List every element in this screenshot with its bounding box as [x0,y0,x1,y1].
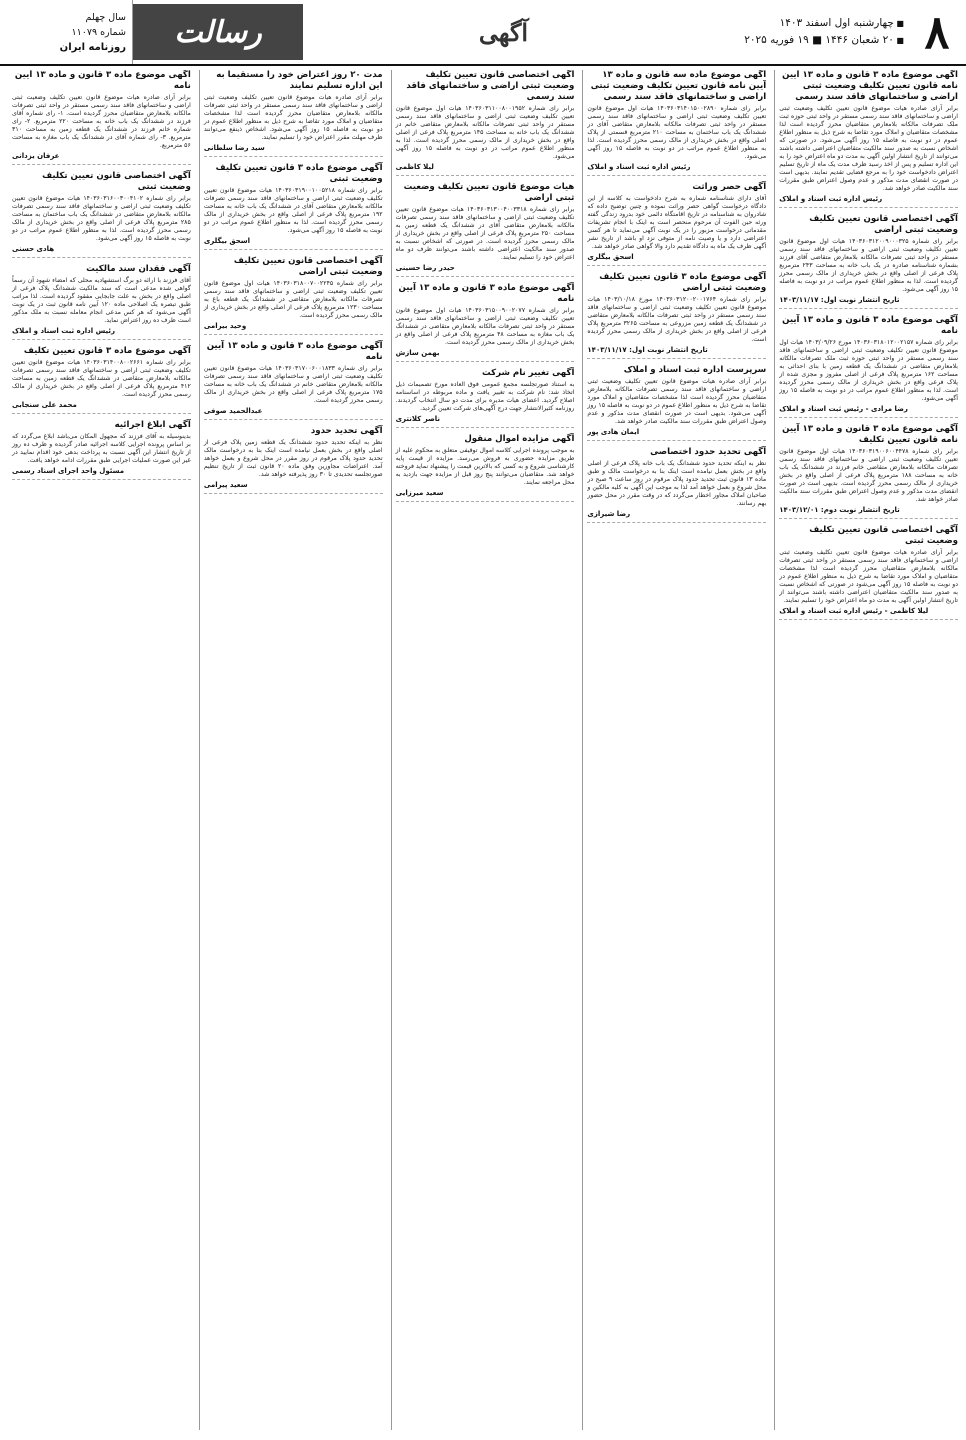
notice-signature: تاریخ انتشار نوبت اول: ۱۴۰۳/۱۱/۱۷ [779,296,900,304]
notice-body: برابر آرای صادره هیات موضوع قانون تعیین تکلیف وضعیت ثبتی اراضی و ساختمانهای فاقد سند رسمی تصرفات مالکانه بلامعارض متقاضیان محرز گردیده است لذا مشخصات متقاضیان و املاک مورد تقاضا به شرح ذیل به منظور اطلاع عموم در دو نوبت به فاصله ۱۵ روز آگهی می‌شود. بدیهی است در صورت انقضای مدت مذکور و عدم وصول اعتراض طبق مقررات سند مالکیت صادر خواهد شد. [587,378,767,425]
column-2 [582,70,766,1430]
notice [396,70,575,176]
notice-signature: حیدر رضا حسینی [395,264,455,272]
notice-signature: سعید میرزایی [395,489,444,497]
notice-title: آگهی موضوع ماده ۳ قانون تعیین تکلیف وضعیت ثبتی اراضی [599,272,767,293]
notice [12,346,191,414]
partner-label: روزنامه ایران [59,41,126,53]
notice-body: برابر رای شماره ۱۴۰۳۶۰۳۱۸۰۱۲۰۰۲۱۵۷ مورخ ۱۴۰۳/۰۹/۲۶ هیات اول موضوع قانون تعیین تکلیف وضعیت ثبتی اراضی و ساختمانهای فاقد سند رسمی مستقر در واحد ثبتی حوزه ثبت ملک تصرفات مالکانه بلامعارض متقاضی در ششدانگ یک قطعه زمین با بنای احداثی به مساحت ۱۶۲ مترمربع پلاک فرعی از اصلی مفروز و مجزی شده از پلاک فرعی واقع در بخش خریداری از مالک رسمی محرز گردیده است. لذا به منظور اطلاع عموم مراتب در دو نوبت به فاصله ۱۵ روز آگهی می‌شود. [779,339,958,402]
notice [587,70,766,176]
notice-body: برابر رای شماره ۱۴۰۳۶۰۳۱۳۰۰۴۰۰۳۳۱۸ هیات موضوع قانون تعیین تکلیف وضعیت ثبتی اراضی و ساختمانهای فاقد سند رسمی تصرفات مالکانه بلامعارض متقاضی آقای در ششدانگ یک قطعه زمین به مساحت ۲۵۰ مترمربع پلاک فرعی از اصلی واقع در بخش خریداری از مالک رسمی محرز گردیده است. در صورتی که اشخاص نسبت به صدور سند مالکیت اعتراضی داشته باشند می‌توانند ظرف دو ماه اعتراض خود را تسلیم نمایند. [395,206,575,261]
notice-title: آگهی تحدید حدود [310,426,383,436]
notice-title: آگهی تحدید حدود اختصاصی [650,447,767,457]
notice-signature: هادی حسنی [12,245,55,253]
notice-title: آگهی اختصاصی قانون تعیین تکلیف وضعیت ثبتی [809,525,958,546]
notice [12,70,191,165]
notice [779,70,958,208]
notice [779,424,958,519]
notice [396,368,575,428]
notice-signature: وحید بیرامی [203,322,247,330]
notice-title: آگهی اختصاصی قانون تعیین تکلیف وضعیت ثبتی اراضی و ساختمانهای فاقد سند رسمی [406,70,575,102]
notice-title: آگهی موضوع ماده ۳ قانون و ماده ۱۳ آیین نامه [398,283,575,304]
notice-body: برابر آرای صادره هیات موضوع قانون تعیین تکلیف وضعیت ثبتی اراضی و ساختمانهای فاقد سند رسمی مستقر در واحد ثبتی تصرفات مالکانه بلامعارض متقاضیان محرز گردیده است لذا مشخصات متقاضیان و املاک مورد تقاضا به شرح ذیل به منظور اطلاع عموم در دو نوبت به فاصله ۱۵ روز آگهی می‌شود در صورتی که اشخاص نسبت به صدور سند مالکیت متقاضیان اعتراضی داشته باشند می‌توانند از تاریخ انتشار اولین آگهی به مدت دو ماه اعتراض خود را تسلیم نمایند. [779,549,958,604]
notice-signature: رئیس اداره ثبت اسناد و املاک [587,163,691,171]
notice-signature: لیلا کاظمی - رئیس اداره ثبت اسناد و املاک [779,607,929,615]
year-label: سال چهلم [85,11,126,23]
notice-body: به موجب پرونده اجرایی کلاسه اموال توقیفی متعلق به محکوم علیه از طریق مزایده حضوری به فروش می‌رسد. مزایده از قیمت پایه کارشناسی شروع و به کسی که بالاترین قیمت را پیشنهاد نماید فروخته خواهد شد. متقاضیان می‌توانند پنج روز قبل از مزایده جهت بازدید به محل مراجعه نمایند. [395,447,575,486]
notice [396,283,575,362]
newspaper-logo: رسالت [133,4,303,60]
notice-title: آگهی مزایده اموال منقول [464,434,575,444]
page-number: ۸ [924,5,950,59]
notice-title: آگهی موضوع ماده ۳ قانون و ماده ۱۳ آیین نامه [14,70,191,91]
notice-title: سرپرست اداره ثبت اسناد و املاک [623,365,767,375]
notice-body: آقای دارای شناسنامه شماره به شرح دادخواست به کلاسه از این دادگاه درخواست گواهی حصر وراثت نموده و چنین توضیح داده که شادروان به شناسنامه در تاریخ اقامتگاه دائمی خود بدرود زندگی گفته ورثه حین الفوت آن مرحوم منحصر است به اینک با انجام تشریفات مقدماتی درخواست مزبور را در یک نوبت آگهی می‌نماید تا هر کسی اعتراضی دارد و یا وصیت نامه از متوفی نزد او باشد از تاریخ نشر آگهی ظرف یک ماه به دادگاه تقدیم دارد والا گواهی صادر خواهد شد. [587,195,767,250]
notice [779,214,958,309]
notice-body: برابر آرای صادره هیات موضوع قانون تعیین تکلیف وضعیت ثبتی اراضی و ساختمانهای فاقد سند رسمی مستقر در واحد ثبتی حوزه ثبت ملک تصرفات مالکانه بلامعارض متقاضیان محرز گردیده است لذا مشخصات متقاضیان و املاک مورد تقاضا به شرح ذیل به منظور اطلاع عموم در دو نوبت به فاصله ۱۵ روز آگهی می‌شود. در صورتی که اشخاص نسبت به صدور سند مالکیت متقاضیان اعتراضی داشته باشند می‌توانند از تاریخ انتشار اولین آگهی به مدت دو ماه اعتراض خود را به این اداره تسلیم و پس از اخذ رسید ظرف مدت یک ماه از تاریخ تسلیم اعتراض دادخواست خود را به مرجع قضایی تقدیم نمایند. بدیهی است در صورت انقضای مدت مذکور و عدم وصول اعتراض طبق مقررات سند مالکیت صادر خواهد شد. [779,105,958,192]
notice-signature: تاریخ انتشار نوبت اول: ۱۴۰۳/۱۱/۱۷ [587,346,708,354]
notice-title: آگهی اختصاصی قانون تعیین تکلیف وضعیت ثبتی اراضی [809,214,958,235]
notice-body: برابر رای شماره ۱۴۰۳۶۰۳۱۲۰۰۲۰۰۱۷۶۴ مورخ ۱۴۰۳/۱۰/۱۸ هیات موضوع قانون تعیین تکلیف وضعیت ثبتی اراضی و ساختمانهای فاقد سند رسمی مستقر در واحد ثبتی تصرفات مالکانه بلامعارض متقاضی در ششدانگ یک قطعه زمین مزروعی به مساحت ۳۲۶۵ مترمربع پلاک فرعی از اصلی واقع در بخش خریداری از مالک رسمی محرز گردیده است. [587,296,767,343]
notice-title: آگهی ابلاغ اجرائیه [114,420,191,430]
notice-signature: لیلا کاظمی [395,163,434,171]
notice-title: آگهی موضوع ماده ۳ قانون و ماده ۱۳ آیین نامه قانون تعیین تکلیف [782,424,958,445]
notice-body: برابر رای شماره ۱۴۰۳۶۰۳۱۴۰۰۸۰۰۲۶۶۱ هیات موضوع قانون تعیین تکلیف وضعیت ثبتی اراضی و ساختمانهای فاقد سند رسمی تصرفات مالکانه بلامعارض متقاضی در ششدانگ یک قطعه زمین به مساحت ۴۱۲ مترمربع پلاک فرعی از اصلی واقع در بخش خریداری از مالک رسمی محرز گردیده است. [12,359,191,398]
notice-title: آگهی موضوع ماده ۳ قانون و ماده ۱۳ آیین نامه قانون تعیین تکلیف وضعیت ثبتی اراضی و ساختمانهای فاقد سند رسمی [782,70,958,102]
notice-signature: سعید پیرامی [203,481,248,489]
column-3 [391,70,575,1430]
notice-signature: تاریخ انتشار نوبت دوم: ۱۴۰۳/۱۲/۰۱ [779,506,900,514]
notice-body: برابر آرای صادره هیات موضوع قانون تعیین تکلیف وضعیت ثبتی اراضی و ساختمانهای فاقد سند رسمی مستقر در واحد ثبتی تصرفات مالکانه بلامعارض متقاضیان محرز گردیده است. ۱- رای شماره آقای فرزند در ششدانگ یک باب خانه به مساحت ۲۲۰ مترمربع. ۲- رای شماره خانم فرزند در ششدانگ یک قطعه زمین به مساحت ۳۱۰ مترمربع. ۳- رای شماره آقای در ششدانگ یک باب مغازه به مساحت ۵۶ مترمربع. [12,94,191,149]
issue-label: شماره ۱۱۰۷۹ [71,26,126,38]
notice-title: آگهی موضوع ماده ۳ قانون و ماده ۱۳ آیین نامه [206,341,383,362]
notice-signature: رضا شیرازی [587,510,631,518]
date-other: ■ ۲۰ شعبان ۱۴۴۶ ■ ۱۹ فوریه ۲۰۲۵ [704,32,904,49]
notice-signature: رضا مرادی - رئیس ثبت اسناد و املاک [779,405,908,413]
column-5 [8,70,191,1430]
notice-body: برابر رای شماره ۱۴۰۳۶۰۳۱۹۰۰۶۰۰۴۴۷۸ هیات اول موضوع قانون تعیین تکلیف وضعیت ثبتی اراضی و ساختمانهای فاقد سند رسمی تصرفات مالکانه بلامعارض متقاضی خانم فرزند در ششدانگ یک باب خانه به مساحت ۱۸۸ مترمربع پلاک فرعی از اصلی واقع در بخش خریداری از مالک رسمی محرز گردیده است. بدیهی است در صورت انقضای مدت مذکور و عدم وصول اعتراض طبق مقررات سند مالکیت صادر خواهد شد. [779,448,958,503]
notice-body: نظر به اینکه تحدید حدود ششدانگ یک باب خانه پلاک فرعی از اصلی واقع در بخش بعمل نیامده است اینک بنا به درخواست مالک و طبق ماده ۱۳ قانون ثبت تحدید حدود پلاک مرقوم در روز ساعت ۹ صبح در محل شروع و بعمل خواهد آمد لذا به موجب این آگهی به کلیه مالکین و صاحبان املاک مجاور اخطار می‌گردد که در وقت مقرر در محل حضور بهم رسانند. [587,460,767,507]
column-4 [199,70,383,1430]
notice [12,264,191,340]
section-title: آگهی [478,17,529,47]
notice-body: برابر آرای صادره هیات موضوع قانون تعیین تکلیف وضعیت ثبتی اراضی و ساختمانهای فاقد سند رسمی مستقر در واحد ثبتی تصرفات مالکانه بلامعارض متقاضیان محرز گردیده است لذا مشخصات متقاضیان و املاک مورد تقاضا به شرح ذیل به منظور اطلاع عموم در دو نوبت به فاصله ۱۵ روز آگهی می‌شود. اشخاص ذینفع می‌توانند ظرف مهلت مقرر اعتراض خود را تسلیم نمایند. [203,94,383,141]
notice [12,420,191,480]
notice [396,182,575,277]
date-block [704,0,908,64]
notice-signature: محمد علی سنجابی [12,401,77,409]
notice-signature: اسحق بیگلری [587,253,634,261]
notice-body: بدینوسیله به آقای فرزند که مجهول المکان می‌باشد ابلاغ می‌گردد که بر اساس پرونده اجرایی کلاسه اجرائیه صادر گردیده و ظرف ده روز از تاریخ انتشار این آگهی نسبت به پرداخت بدهی خود اقدام نمایید در غیر این صورت عملیات اجرایی طبق مقررات ادامه خواهد یافت. [12,433,191,464]
notice-signature: رئیس اداره ثبت اسناد و املاک [779,195,883,203]
date-shamsi: ■ چهارشنبه اول اسفند ۱۴۰۳ [704,15,904,32]
notice [396,434,575,502]
column-1 [774,70,958,1430]
notice-signature: اسحق بیگلری [203,237,251,245]
notice-body: به استناد صورتجلسه مجمع عمومی فوق العاده مورخ تصمیمات ذیل اتخاذ شد: نام شرکت به تغییر یافت و ماده مربوطه در اساسنامه اصلاح گردید. اعضای هیات مدیره برای مدت دو سال انتخاب گردیدند. روزنامه کثیرالانتشار جهت درج آگهی‌های شرکت تعیین گردید. [395,381,575,412]
notice-title: آگهی موضوع ماده ۳ قانون تعیین تکلیف [23,346,191,356]
notice-body: برابر رای شماره ۱۴۰۳۶۰۳۱۲۰۰۹۰۰۰۳۲۵ هیات اول موضوع قانون تعیین تکلیف وضعیت ثبتی اراضی و ساختمانهای فاقد سند رسمی مستقر در واحد ثبتی تصرفات مالکانه بلامعارض متقاضی آقای فرزند بشماره شناسنامه صادره در یک باب خانه به مساحت ۲۴۳ مترمربع پلاک فرعی از اصلی واقع در بخش خریداری از مالک رسمی محرز گردیده است. لذا به منظور اطلاع عموم مراتب در دو نوبت به فاصله ۱۵ روز آگهی می‌شود. [779,238,958,293]
page-header [0,0,966,66]
notice-signature: ناصر کلانتری [395,415,441,423]
notice-title: آگهی اختصاصی قانون تعیین تکلیف وضعیت ثبتی [42,171,191,192]
notice-title: آگهی فقدان سند مالکیت [86,264,191,274]
notice-body: برابر رای شماره ۱۴۰۳۶۰۳۱۵۰۰۹۰۰۲۰۷۷ هیات اول موضوع قانون تعیین تکلیف وضعیت ثبتی اراضی و ساختمانهای فاقد سند رسمی مستقر در واحد ثبتی تصرفات مالکانه بلامعارض متقاضی در ششدانگ یک باب مغازه به مساحت ۴۸ مترمربع پلاک فرعی از اصلی واقع در بخش خریداری از مالک رسمی محرز گردیده است. [395,307,575,346]
notice-title: آگهی حصر وراثت [692,182,767,192]
notice-title: هیات موضوع قانون تعیین تکلیف وضعیت ثبتی اراضی [403,182,575,203]
notice [204,256,383,335]
notice-title: آگهی تغییر نام شرکت [482,368,575,378]
notice [204,341,383,420]
notice [587,447,766,523]
notice-signature: عبدالحمید صوفی [203,407,263,415]
notice-body: برابر رای شماره ۱۴۰۳۶۰۳۱۶۰۰۳۰۰۴۱۰۲ هیات موضوع قانون تعیین تکلیف وضعیت ثبتی اراضی و ساختمانهای فاقد سند رسمی تصرفات مالکانه بلامعارض متقاضی در ششدانگ یک باب ساختمان به مساحت ۲۸۵ مترمربع پلاک فرعی از اصلی واقع در بخش خریداری از مالک رسمی محرز گردیده است. لذا به منظور اطلاع عموم مراتب در دو نوبت به فاصله ۱۵ روز آگهی می‌شود. [12,195,191,242]
notice [587,365,766,441]
notice-signature: ایمان هادی پور [587,428,640,436]
notice-body: برابر رای شماره ۱۴۰۳۶۰۳۱۸۰۰۷۰۰۲۲۴۵ هیات اول موضوع قانون تعیین تکلیف وضعیت ثبتی اراضی و ساختمانهای فاقد سند رسمی تصرفات مالکانه بلامعارض متقاضی در ششدانگ یک قطعه باغ به مساحت ۱۲۳۰ مترمربع پلاک فرعی از اصلی واقع در بخش خریداری از مالک رسمی محرز گردیده است. [203,280,383,319]
notice-body: برابر رای شماره ۱۴۰۳۶۰۳۱۷۰۰۶۰۰۱۸۳۳ هیات موضوع قانون تعیین تکلیف وضعیت ثبتی اراضی و ساختمانهای فاقد سند رسمی تصرفات مالکانه بلامعارض متقاضی خانم در ششدانگ یک باب خانه به مساحت ۱۷۵ مترمربع پلاک فرعی از اصلی واقع در بخش خریداری از مالک رسمی محرز گردیده است. [203,365,383,404]
notice-title: مدت ۲۰ روز اعتراض خود را مستقیما به این اداره تسلیم نمایند [216,70,383,91]
notice-title: آگهی موضوع ماده سه قانون و ماده ۱۳ آیین نامه قانون تعیین تکلیف وضعیت ثبتی اراضی و ساختمانهای فاقد سند رسمی [590,70,767,102]
notice-body: برابر رای شماره ۱۴۰۳۶۰۳۱۹۰۰۱۰۰۵۲۱۸ هیات موضوع قانون تعیین تکلیف وضعیت ثبتی اراضی و ساختمانهای فاقد سند رسمی تصرفات مالکانه بلامعارض متقاضی آقای در ششدانگ یک باب خانه به مساحت ۱۹۲ مترمربع پلاک فرعی از اصلی واقع در بخش خریداری از مالک رسمی محرز گردیده است. لذا به منظور اطلاع عموم مراتب در دو نوبت به فاصله ۱۵ روز آگهی می‌شود. [203,187,383,234]
notice [779,525,958,620]
notice [587,182,766,266]
notice-body: نظر به اینکه تحدید حدود ششدانگ یک قطعه زمین پلاک فرعی از اصلی واقع در بخش بعمل نیامده است اینک بنا به درخواست مالک تحدید حدود پلاک مرقوم در روز مقرر در محل شروع و بعمل خواهد آمد. اعتراضات مجاورین وفق ماده ۲۰ قانون ثبت از تاریخ تنظیم صورتجلسه تحدیدی تا ۳۰ روز پذیرفته خواهد شد. [203,439,383,478]
notice-body: برابر رای شماره ۱۴۰۳۶۰۳۱۴۰۱۵۰۰۲۸۹۰ هیات اول موضوع قانون تعیین تکلیف وضعیت ثبتی اراضی و ساختمانهای فاقد سند رسمی مستقر در واحد ثبتی تصرفات مالکانه بلامعارض متقاضی آقای در ششدانگ یک باب ساختمان به مساحت ۲۱۰ مترمربع قسمتی از پلاک اصلی واقع در بخش خریداری از مالک رسمی محرز گردیده است. لذا به منظور اطلاع عموم مراتب در دو نوبت به فاصله ۱۵ روز آگهی می‌شود. [587,105,767,160]
issue-meta [0,0,133,64]
notice-signature: سید رضا سلطانی [203,144,265,152]
notice-title: آگهی موضوع ماده ۳ قانون و ماده ۱۳ آیین نامه [782,315,958,336]
notice [12,171,191,258]
notice-signature: مسئول واحد اجرای اسناد رسمی [12,467,125,475]
notice-signature: رئیس اداره ثبت اسناد و املاک [12,327,115,335]
notice [779,315,958,418]
notice [204,70,383,157]
notice-title: آگهی موضوع ماده ۳ قانون تعیین تکلیف وضعیت ثبتی [215,163,383,184]
notice-body: آقای فرزند با ارائه دو برگ استشهادیه محلی که امضاء شهود آن رسماً گواهی شده مدعی است که سند مالکیت ششدانگ پلاک فرعی از اصلی واقع در بخش به علت جابجایی مفقود گردیده است. لذا مراتب طبق تبصره یک اصلاحی ماده ۱۲۰ آیین نامه قانون ثبت در یک نوبت آگهی می‌شود که هر کس مدعی انجام معامله نسبت به ملک مذکور است ظرف ده روز اعتراض نماید. [12,277,191,324]
ad-columns [8,70,958,1430]
notice-signature: بهمن سازش [395,349,440,357]
notice [587,272,766,359]
notice-body: برابر رای شماره ۱۴۰۳۶۰۳۱۱۰۰۸۰۰۱۹۵۲ هیات اول موضوع قانون تعیین تکلیف وضعیت ثبتی اراضی و ساختمانهای فاقد سند رسمی مستقر در واحد ثبتی تصرفات مالکانه بلامعارض متقاضی خانم در ششدانگ یک باب خانه به مساحت ۱۴۵ مترمربع پلاک فرعی از اصلی واقع در بخش خریداری از مالک رسمی محرز گردیده است. لذا به منظور اطلاع عموم مراتب در دو نوبت به فاصله ۱۵ روز آگهی می‌شود. [395,105,575,160]
notice [204,163,383,250]
notice-signature: عرفان یزدانی [12,152,60,160]
notice-title: آگهی اختصاصی قانون تعیین تکلیف وضعیت ثبتی اراضی [233,256,383,277]
notice [204,426,383,494]
